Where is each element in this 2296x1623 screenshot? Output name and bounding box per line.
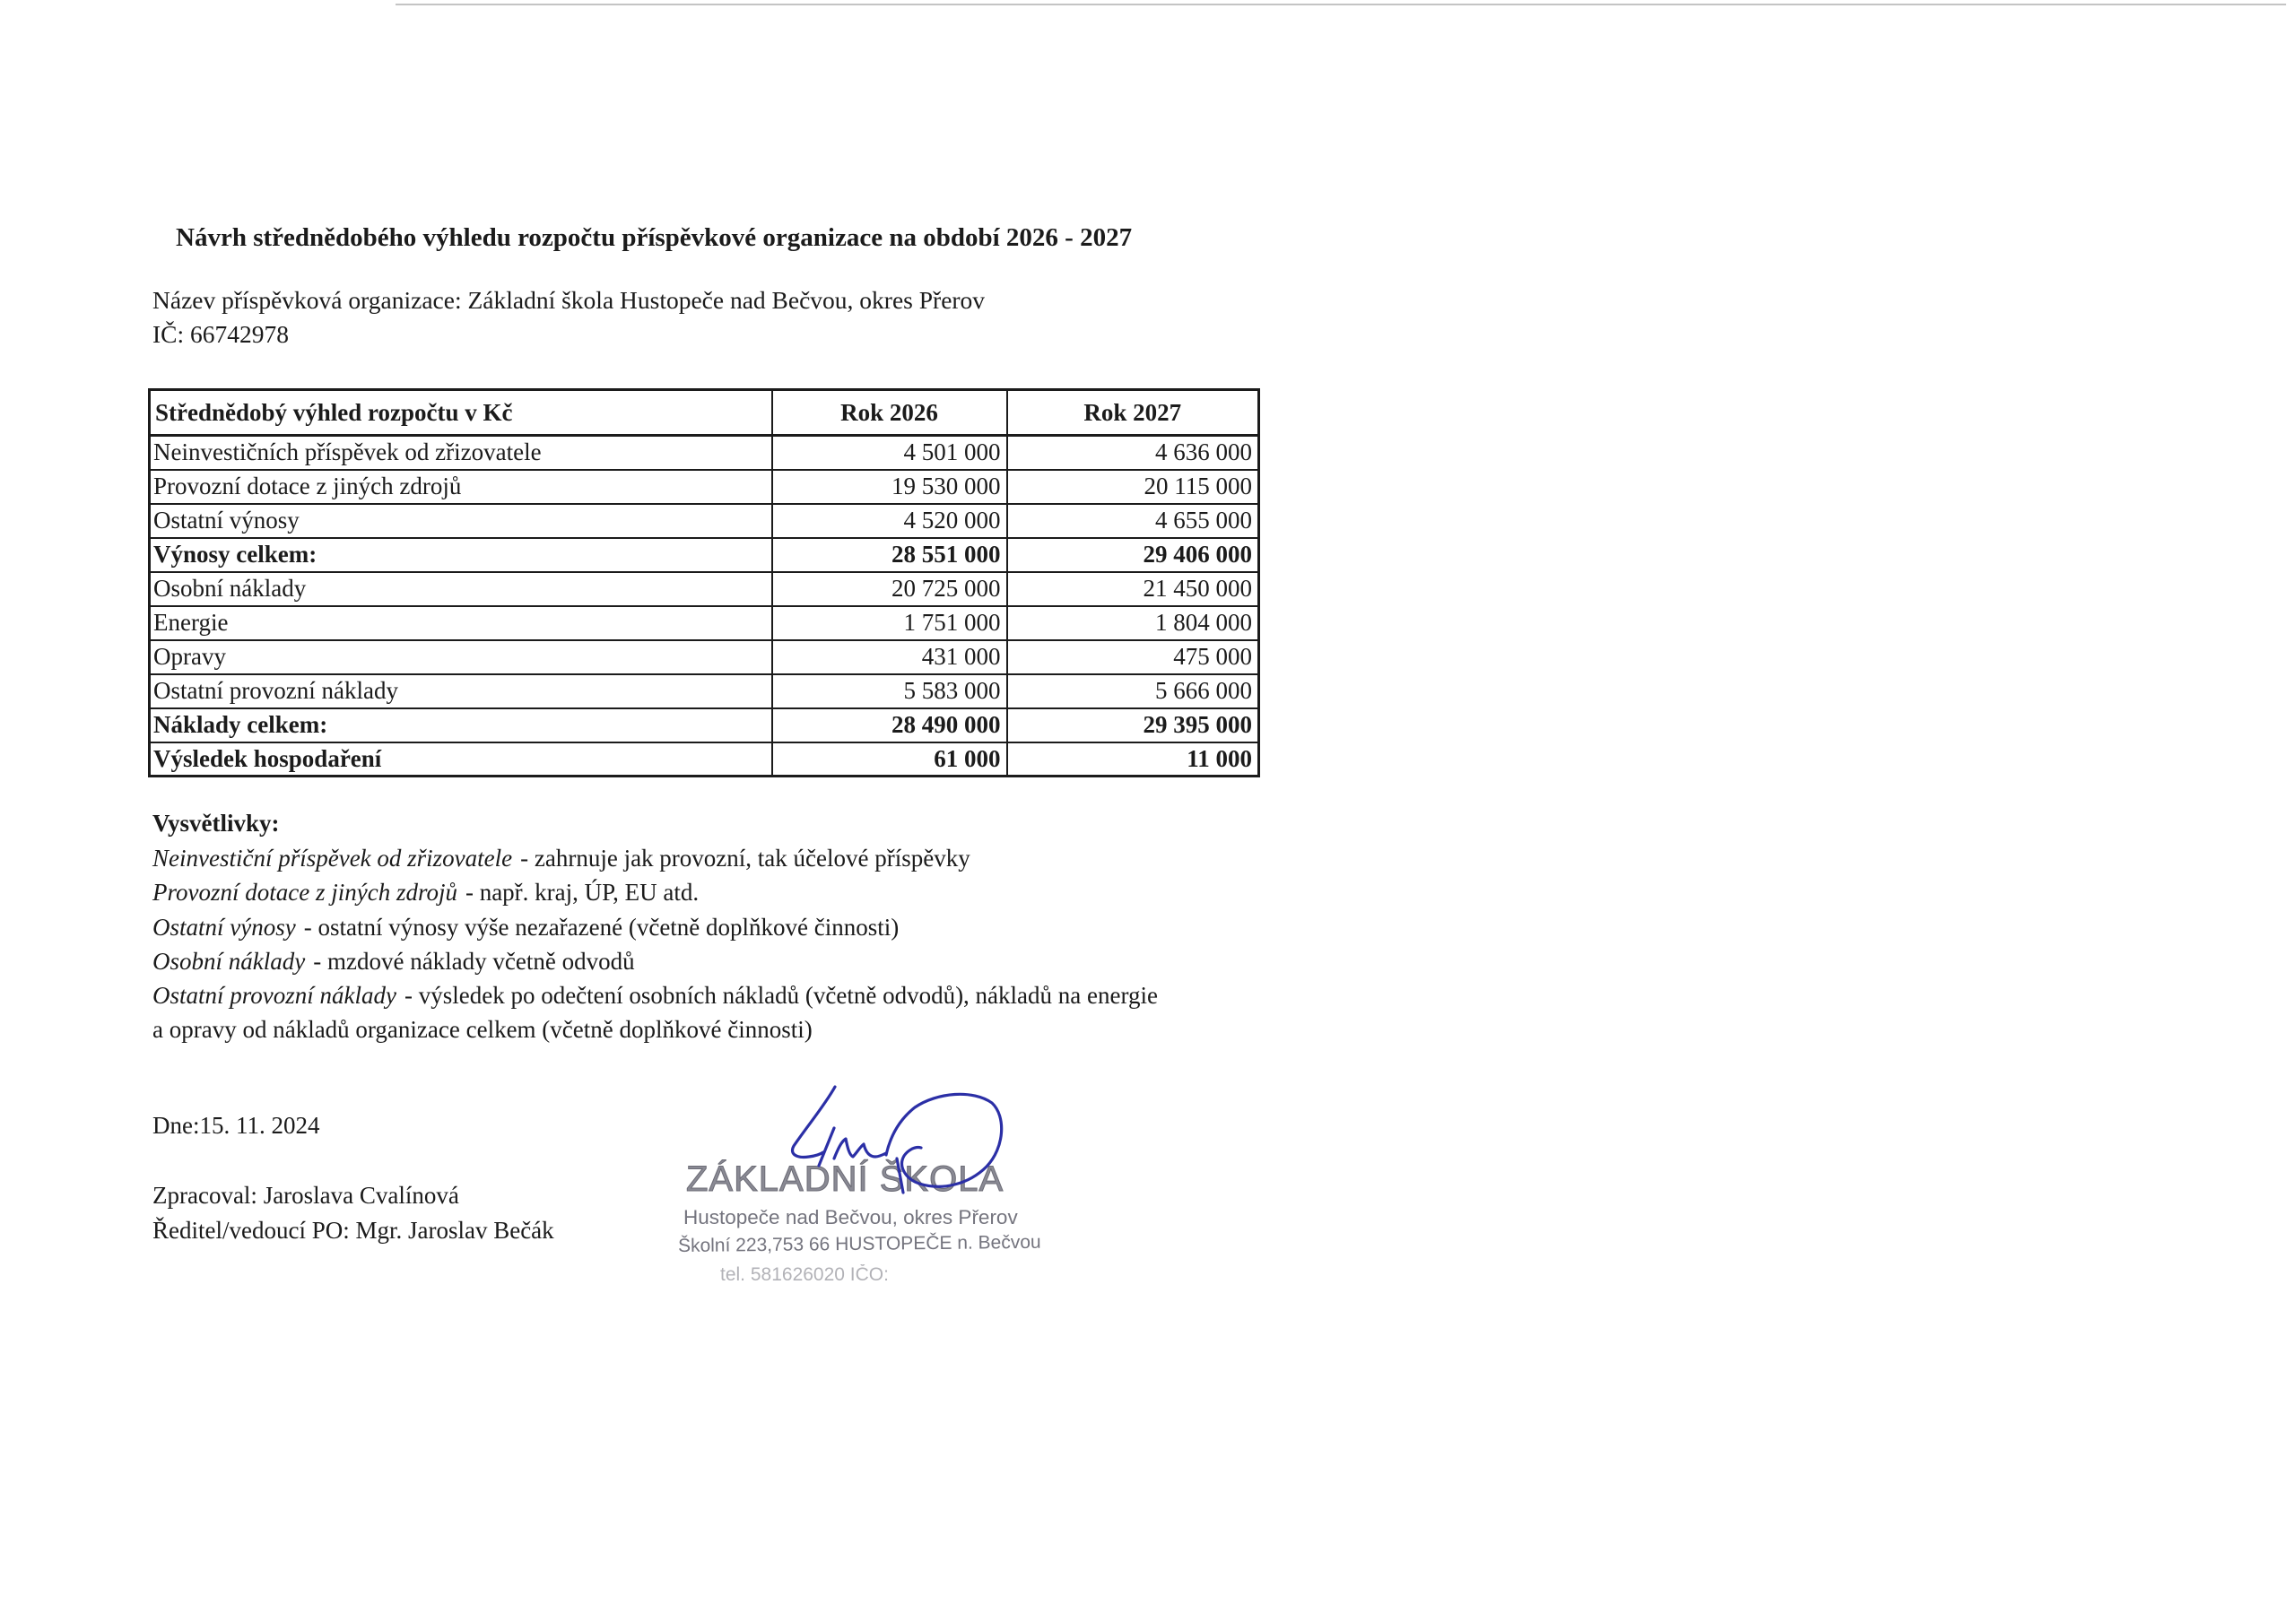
explanation-term: Osobní náklady [152,947,306,975]
header-year-2026: Rok 2026 [772,390,1007,436]
explanation-item [152,978,1158,1012]
scan-edge-line [396,4,2286,5]
organization-name: Název příspěvková organizace: Základní škola Hustopeče nad Bečvou, okres Přerov [152,286,986,314]
table-row [150,436,1259,470]
explanation-item [152,944,1158,978]
signature-stroke [834,1139,886,1159]
value-2027: 21 450 000 [1007,572,1259,606]
explanation-item [152,910,1158,944]
table-header-row [150,390,1259,436]
value-2026: 20 725 000 [772,572,1007,606]
header-year-2027: Rok 2027 [1007,390,1259,436]
value-2026: 4 501 000 [772,436,1007,470]
explanation-description: - výsledek po odečtení osobních nákladů (včetně odvodů), nákladů na energie [404,982,1158,1010]
table-row [150,504,1259,538]
value-2027: 4 655 000 [1007,504,1259,538]
value-2026: 61 000 [772,742,1007,777]
value-2026: 4 520 000 [772,504,1007,538]
table-row [150,572,1259,606]
table-row-total-costs [150,708,1259,742]
value-2027: 29 406 000 [1007,538,1259,572]
explanation-description: - mzdové náklady včetně odvodů [313,947,635,975]
value-2026: 19 530 000 [772,470,1007,504]
table-row [150,606,1259,640]
value-2027: 20 115 000 [1007,470,1259,504]
value-2026: 5 583 000 [772,674,1007,708]
row-label: Provozní dotace z jiných zdrojů [150,470,772,504]
signature-stroke [793,1087,835,1157]
value-2026: 28 490 000 [772,708,1007,742]
value-2027: 29 395 000 [1007,708,1259,742]
value-2027: 5 666 000 [1007,674,1259,708]
stamp-line-place: Hustopeče nad Bečvou, okres Přerov [683,1206,1018,1228]
row-label: Opravy [150,640,772,674]
row-label: Energie [150,606,772,640]
row-label: Neinvestičních příspěvek od zřizovatele [150,436,772,470]
value-2026: 431 000 [772,640,1007,674]
explanation-item-continuation: a opravy od nákladů organizace celkem (včetně doplňkové činnosti) [152,1016,813,1044]
table-row [150,674,1259,708]
signature [771,1076,1022,1211]
table-row-result [150,742,1259,777]
explanations-heading: Vysvětlivky: [152,810,280,837]
row-label: Osobní náklady [150,572,772,606]
stamp-line-phone: tel. 581626020 IČO: [720,1264,889,1285]
explanation-item [152,841,1158,875]
value-2027: 4 636 000 [1007,436,1259,470]
value-2027: 1 804 000 [1007,606,1259,640]
signature-stroke [886,1094,1002,1186]
header-label-column: Střednědobý výhled rozpočtu v Kč [150,390,772,436]
stamp-line-school: ZÁKLADNÍ ŠKOLA [686,1159,1004,1199]
explanations-list [152,841,1158,1047]
document-date: Dne:15. 11. 2024 [152,1112,320,1139]
prepared-by: Zpracoval: Jaroslava Cvalínová [152,1182,459,1209]
document-title: Návrh střednědobého výhledu rozpočtu příspěvkové organizace na období 2026 - 2027 [176,223,1133,252]
director: Ředitel/vedoucí PO: Mgr. Jaroslav Bečák [152,1217,554,1244]
table-row [150,470,1259,504]
explanation-description: - ostatní výnosy výše nezařazené (včetně doplňkové činnosti) [303,913,900,941]
explanation-term: Ostatní výnosy [152,913,296,941]
row-label: Výnosy celkem: [150,538,772,572]
stamp-line-address: Školní 223,753 66 HUSTOPEČE n. Bečvou [677,1231,1041,1256]
value-2027: 11 000 [1007,742,1259,777]
row-label: Ostatní provozní náklady [150,674,772,708]
explanation-item [152,875,1158,909]
value-2027: 475 000 [1007,640,1259,674]
table-row [150,640,1259,674]
value-2026: 1 751 000 [772,606,1007,640]
signatories [152,1178,554,1248]
budget-table [148,388,1260,777]
explanation-term: Provozní dotace z jiných zdrojů [152,879,457,907]
signature-stroke [819,1128,834,1166]
value-2026: 28 551 000 [772,538,1007,572]
explanation-description: - zahrnuje jak provozní, tak účelové příspěvky [520,845,970,872]
explanation-term: Neinvestiční příspěvek od zřizovatele [152,845,513,872]
explanation-term: Ostatní provozní náklady [152,982,396,1010]
row-label: Ostatní výnosy [150,504,772,538]
row-label: Náklady celkem: [150,708,772,742]
explanation-description: - např. kraj, ÚP, EU atd. [465,879,700,907]
table-row-total-revenue [150,538,1259,572]
row-label: Výsledek hospodaření [150,742,772,777]
organization-ico: IČ: 66742978 [152,320,290,348]
